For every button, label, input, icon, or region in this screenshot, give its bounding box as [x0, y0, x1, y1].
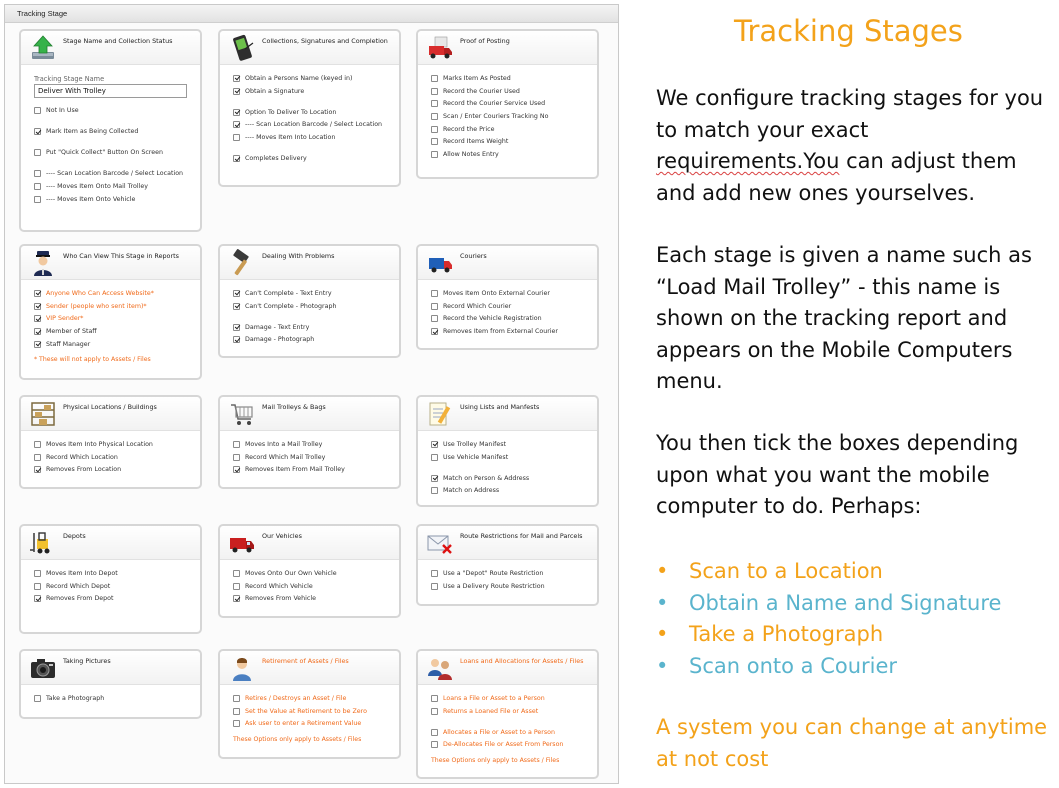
panel-retirement	[218, 649, 401, 759]
checkbox[interactable]	[34, 583, 41, 590]
checkbox-row[interactable]: Removes Item From Mail Trolley	[233, 463, 389, 476]
checkbox[interactable]	[233, 290, 240, 297]
checkbox[interactable]	[34, 128, 41, 135]
checkbox[interactable]	[233, 466, 240, 473]
checkbox-row[interactable]: Moves Item Into Depot	[34, 567, 190, 580]
checkbox[interactable]	[34, 695, 41, 702]
info-title: Tracking Stages	[734, 14, 963, 48]
checkbox-row[interactable]: Record the Price	[431, 123, 587, 136]
checkbox[interactable]	[34, 183, 41, 190]
panel-title: Dealing With Problems	[262, 252, 335, 260]
checkbox-row[interactable]: Completes Delivery	[233, 152, 389, 165]
checkbox[interactable]	[431, 441, 438, 448]
camera-icon	[29, 654, 57, 682]
checkbox[interactable]	[233, 303, 240, 310]
checkbox-row[interactable]: Removes From Depot	[34, 592, 190, 605]
checkbox-row[interactable]: ---- Moves Item Onto Mail Trolley	[34, 180, 190, 193]
police-officer-icon	[29, 249, 57, 277]
checkbox[interactable]	[431, 138, 438, 145]
spellcheck-word: requirements.You	[656, 149, 840, 173]
checkbox[interactable]	[431, 708, 438, 715]
checkbox[interactable]	[431, 315, 438, 322]
red-truck-icon	[228, 529, 256, 557]
checkbox-row[interactable]: Scan / Enter Couriers Tracking No	[431, 110, 587, 123]
checkbox-row[interactable]: Removes From Vehicle	[233, 592, 389, 605]
checkbox-row[interactable]: Record the Courier Service Used	[431, 97, 587, 110]
assets-note: These Options only apply to Assets / Files	[431, 757, 560, 765]
checkbox[interactable]	[233, 155, 240, 162]
checkbox-row[interactable]: ---- Scan Location Barcode / Select Location	[34, 168, 190, 181]
stage-name-input[interactable]: Deliver With Trolley	[34, 84, 187, 98]
hammer-icon	[228, 249, 256, 277]
checkbox[interactable]	[431, 100, 438, 107]
panel-lists-manifests	[416, 395, 599, 507]
panel-couriers	[416, 244, 599, 350]
assets-note: * These will not apply to Assets / Files	[34, 356, 151, 364]
checkbox[interactable]	[34, 454, 41, 461]
bullet-item: • Scan to a Location	[656, 556, 1001, 588]
checkbox-row[interactable]: Use Vehicle Manifest	[431, 451, 587, 464]
panel-title: Collections, Signatures and Completion	[262, 37, 388, 45]
bullet-item: • Obtain a Name and Signature	[656, 588, 1001, 620]
checkbox-row[interactable]: Record Which Vehicle	[233, 580, 389, 593]
checkbox[interactable]	[431, 303, 438, 310]
checkbox-row[interactable]: Returns a Loaned File or Asset	[431, 705, 587, 718]
checkbox[interactable]	[233, 109, 240, 116]
checkbox-row[interactable]: ---- Moves Item Onto Vehicle	[34, 193, 190, 206]
checkbox[interactable]	[34, 328, 41, 335]
checkbox-row[interactable]: Staff Manager	[34, 338, 190, 351]
checkbox[interactable]	[34, 341, 41, 348]
panel-who-can-view	[19, 244, 202, 380]
info-paragraph-configure: We configure tracking stages for you to match your exact requirements.You can adjust them and add new ones yourselves.	[656, 86, 1044, 205]
checkbox[interactable]	[431, 151, 438, 158]
checkbox-row[interactable]: Moves Into a Mail Trolley	[233, 438, 389, 451]
delivery-truck-icon	[426, 34, 454, 62]
checkbox-row[interactable]: Not In Use	[34, 104, 190, 117]
checkbox-row[interactable]: Can't Complete - Text Entry	[233, 287, 389, 300]
checkbox[interactable]	[233, 324, 240, 331]
checkbox-row[interactable]: Option To Deliver To Location	[233, 106, 389, 119]
tracking-stage-window	[4, 4, 619, 784]
panel-title: Proof of Posting	[460, 37, 510, 45]
checkbox[interactable]	[233, 88, 240, 95]
blue-truck-icon	[426, 249, 454, 277]
panel-title: Taking Pictures	[63, 657, 111, 665]
checkbox[interactable]	[431, 583, 438, 590]
checkbox-row[interactable]: Anyone Who Can Access Website*	[34, 287, 190, 300]
panel-title: Mail Trolleys & Bags	[262, 403, 326, 411]
checkbox-row[interactable]: Damage - Photograph	[233, 334, 389, 347]
checkbox[interactable]	[233, 595, 240, 602]
green-arrow-icon	[29, 34, 57, 62]
bullet-item: • Take a Photograph	[656, 619, 1001, 651]
checkbox-row[interactable]: Set the Value at Retirement to be Zero	[233, 705, 389, 718]
checkbox-row[interactable]: Record Items Weight	[431, 135, 587, 148]
checkbox-row[interactable]: Put "Quick Collect" Button On Screen	[34, 146, 190, 159]
shopping-trolley-icon	[228, 400, 256, 428]
panel-title: Loans and Allocations for Assets / Files	[460, 657, 584, 665]
checkbox[interactable]	[431, 75, 438, 82]
panel-title: Retirement of Assets / Files	[262, 657, 349, 665]
checkbox-row[interactable]: Obtain a Signature	[233, 85, 389, 98]
checkbox[interactable]	[431, 695, 438, 702]
checkbox[interactable]	[233, 454, 240, 461]
checkbox-row[interactable]: Retires / Destroys an Asset / File	[233, 692, 389, 705]
panel-title: Using Lists and Manfests	[460, 403, 540, 411]
checkbox[interactable]	[233, 570, 240, 577]
checkbox-row[interactable]: Allocates a File or Asset to a Person	[431, 726, 587, 739]
panel-title: Couriers	[460, 252, 487, 260]
panel-proof-of-posting	[416, 29, 599, 179]
notepad-pencil-icon	[426, 400, 454, 428]
panel-title: Physical Locations / Buildings	[63, 403, 157, 411]
checkbox-row[interactable]: ---- Scan Location Barcode / Select Location	[233, 119, 389, 132]
checkbox[interactable]	[233, 441, 240, 448]
checkbox[interactable]	[431, 741, 438, 748]
checkbox-row[interactable]: Record Which Courier	[431, 300, 587, 313]
checkbox-row[interactable]: Record Which Depot	[34, 580, 190, 593]
checkbox-row[interactable]: Record Which Mail Trolley	[233, 451, 389, 464]
checkbox[interactable]	[431, 570, 438, 577]
checkbox[interactable]	[34, 315, 41, 322]
checkbox-row[interactable]: Use a Delivery Route Restriction	[431, 580, 587, 593]
checkbox-row[interactable]: Record Which Location	[34, 451, 190, 464]
checkbox-row[interactable]: ---- Moves Item Into Location	[233, 131, 389, 144]
checkbox[interactable]	[233, 121, 240, 128]
checkbox[interactable]	[233, 720, 240, 727]
checkbox[interactable]	[34, 466, 41, 473]
forklift-icon	[29, 529, 57, 557]
checkbox-row[interactable]: Obtain a Persons Name (keyed in)	[233, 72, 389, 85]
checkbox[interactable]	[34, 595, 41, 602]
checkbox-row[interactable]: Ask user to enter a Retirement Value	[233, 717, 389, 730]
assets-note: These Options only apply to Assets / Files	[233, 736, 362, 744]
panel-loans-allocations	[416, 649, 599, 779]
checkbox-row[interactable]: Damage - Text Entry	[233, 321, 389, 334]
checkbox-row[interactable]: Member of Staff	[34, 325, 190, 338]
info-paragraph-tick-boxes: You then tick the boxes depending upon what you want the mobile computer to do. Perhaps:	[656, 431, 1019, 518]
checkbox[interactable]	[431, 126, 438, 133]
checkbox-row[interactable]: Allow Notes Entry	[431, 148, 587, 161]
checkbox-row[interactable]: Match on Person & Address	[431, 472, 587, 485]
checkbox-row[interactable]: Removes From Location	[34, 463, 190, 476]
panel-title: Depots	[63, 532, 86, 540]
bullet-item: • Scan onto a Courier	[656, 651, 1001, 683]
checkbox-row[interactable]: Removes Item from External Courier	[431, 325, 587, 338]
checkbox-row[interactable]: Moves Item Onto External Courier	[431, 287, 587, 300]
checkbox[interactable]	[233, 708, 240, 715]
panel-title: Our Vehicles	[262, 532, 302, 540]
checkbox-row[interactable]: Use a "Depot" Route Restriction	[431, 567, 587, 580]
checkbox[interactable]	[431, 487, 438, 494]
checkbox[interactable]	[431, 290, 438, 297]
checkbox-row[interactable]: Moves Onto Our Own Vehicle	[233, 567, 389, 580]
checkbox-row[interactable]: Record the Courier Used	[431, 85, 587, 98]
checkbox[interactable]	[233, 336, 240, 343]
checkbox-row[interactable]: Match on Address	[431, 485, 587, 498]
panel-problems	[218, 244, 401, 358]
panel-our-vehicles	[218, 524, 401, 618]
checkbox[interactable]	[233, 134, 240, 141]
checkbox[interactable]	[34, 290, 41, 297]
window-title: Tracking Stage	[5, 5, 618, 23]
checkbox-row[interactable]: Marks Item As Posted	[431, 72, 587, 85]
panel-title: Route Restrictions for Mail and Parcels	[460, 532, 583, 540]
checkbox[interactable]	[233, 695, 240, 702]
checkbox-row[interactable]: Moves Item Into Physical Location	[34, 438, 190, 451]
checkbox-row[interactable]: VIP Sender*	[34, 312, 190, 325]
checkbox[interactable]	[34, 149, 41, 156]
checkbox[interactable]	[233, 75, 240, 82]
panel-depots	[19, 524, 202, 634]
panel-stage-name	[19, 29, 202, 232]
checkbox-row[interactable]: Loans a File or Asset to a Person	[431, 692, 587, 705]
shelving-icon	[29, 400, 57, 428]
panel-collections	[218, 29, 401, 187]
checkbox[interactable]	[34, 107, 41, 114]
person-icon	[228, 654, 256, 682]
info-paragraph-stage-name: Each stage is given a name such as “Load Mail Trolley” - this name is shown on the tracking report and appears on the Mobile Computers menu.	[656, 243, 1032, 393]
checkbox[interactable]	[34, 570, 41, 577]
checkbox-row[interactable]: De-Allocates File or Asset From Person	[431, 739, 587, 752]
stage-name-label: Tracking Stage Name	[34, 75, 105, 83]
checkbox-row[interactable]: Sender (people who sent item)*	[34, 300, 190, 313]
checkbox[interactable]	[34, 441, 41, 448]
checkbox[interactable]	[233, 583, 240, 590]
people-icon	[426, 654, 454, 682]
checkbox[interactable]	[431, 88, 438, 95]
checkbox-row[interactable]: Can't Complete - Photograph	[233, 300, 389, 313]
panel-taking-pictures	[19, 649, 202, 719]
checkbox[interactable]	[34, 196, 41, 203]
panel-title: Who Can View This Stage in Reports	[63, 252, 179, 260]
closing-statement: A system you can change at anytime at not cost	[656, 715, 1048, 771]
panel-mail-trolleys	[218, 395, 401, 489]
envelope-cross-icon	[426, 529, 454, 557]
checkbox[interactable]	[431, 328, 438, 335]
checkbox[interactable]	[431, 113, 438, 120]
checkbox-row[interactable]: Mark Item as Being Collected	[34, 125, 190, 138]
panel-route-restrictions	[416, 524, 599, 606]
checkbox[interactable]	[34, 303, 41, 310]
checkbox-row[interactable]: Record the Vehicle Registration	[431, 312, 587, 325]
checkbox-row[interactable]: Use Trolley Manifest	[431, 438, 587, 451]
panel-physical-locations	[19, 395, 202, 489]
panel-title: Stage Name and Collection Status	[63, 37, 173, 45]
checkbox[interactable]	[431, 729, 438, 736]
feature-bullet-list	[656, 556, 1001, 682]
handheld-device-icon	[228, 34, 256, 62]
checkbox-row[interactable]: Take a Photograph	[34, 692, 190, 705]
checkbox[interactable]	[34, 170, 41, 177]
checkbox[interactable]	[431, 454, 438, 461]
checkbox[interactable]	[431, 475, 438, 482]
